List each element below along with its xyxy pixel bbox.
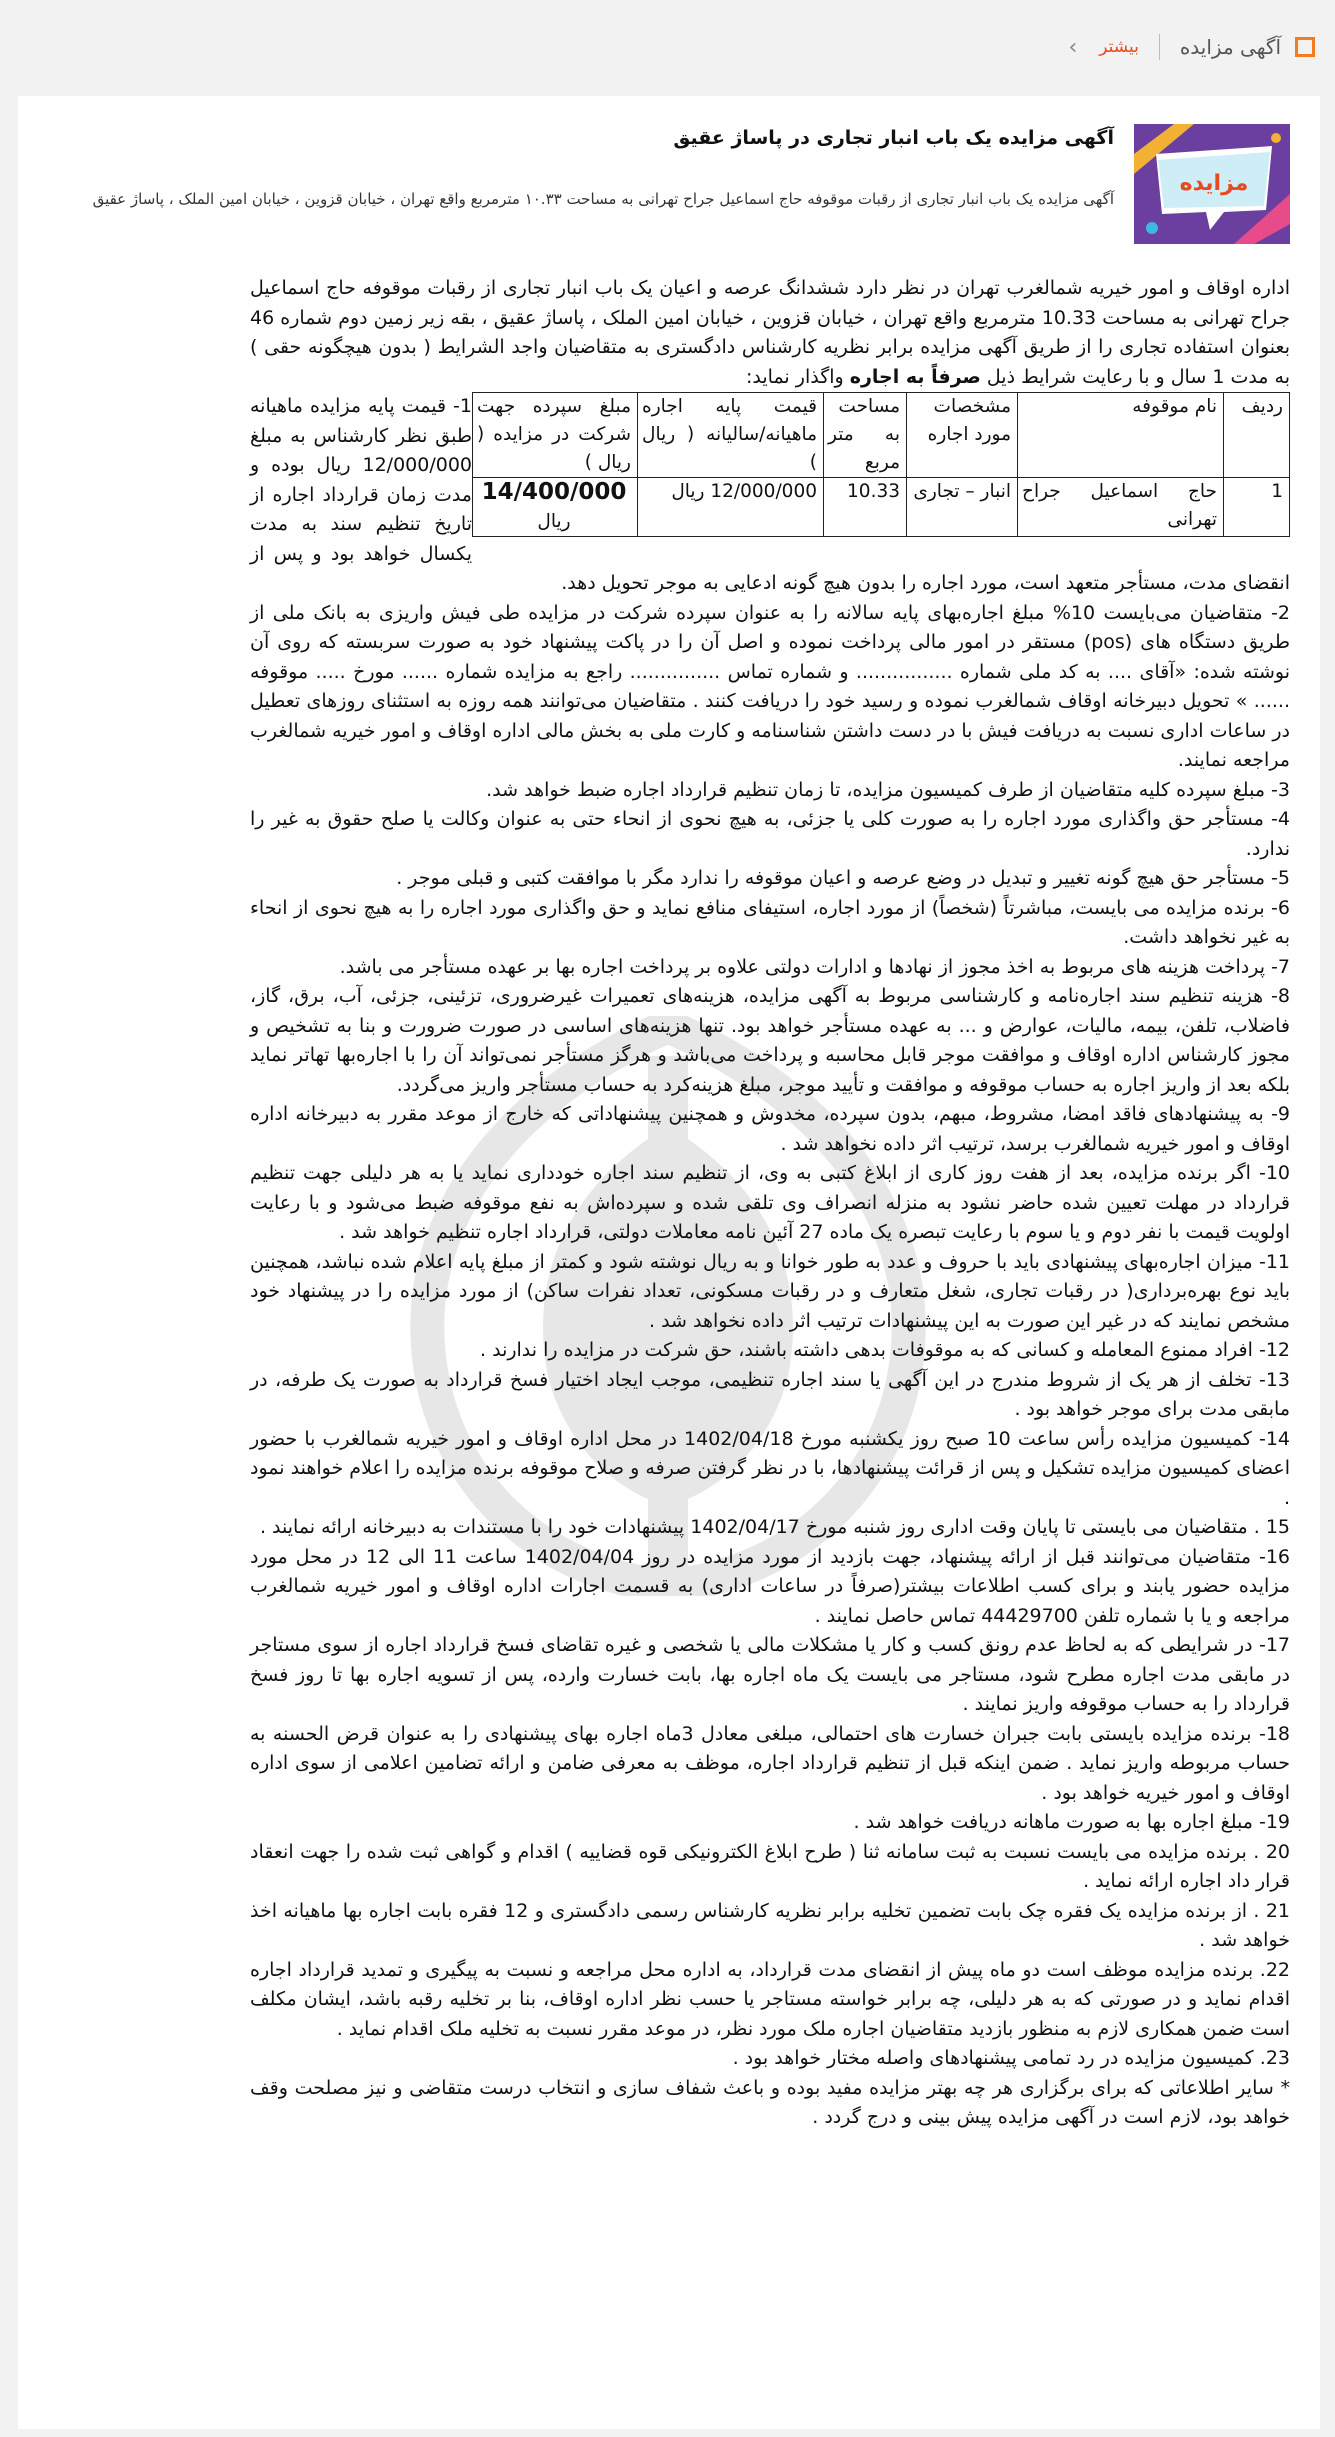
table-block [250,392,1290,599]
clause: 9- به پیشنهادهای فاقد امضا، مشروط، مبهم، بدون سپرده، مخدوش و همچنین پیشنهاداتی که خارج از موعد مقرر به دبیرخانه اداره اوقاف و امور خیریه شمالغرب برسد، ترتیب اثر داده نخواهد شد . [250,1103,1290,1155]
article-body [250,274,1290,2133]
cell-spec: انبار – تجاری [907,478,1018,537]
intro-text: اداره اوقاف و امور خیریه شمالغرب تهران در نظر دارد ششدانگ عرصه و اعیان یک باب انبار تجاری از رقبات موقوفه حاج اسماعیل جراح تهرانی به مساحت 10.33 مترمربع واقع تهران ، خیابان قزوین ، خیابان امین الملک ، پاساژ عقیق ، بقه زیر زمین دوم شماره 46 بعنوان استفاده تجاری را از طریق آگهی مزایده برابر نظریه کارشناس دادگستری به متقاضیان واجد الشرایط ( بدون هیچگونه حقی ) به مدت 1 سال و با رعایت شرایط ذیل [250,277,1290,388]
chevron-left-icon[interactable]: › [1068,34,1078,60]
table-row [473,478,1290,537]
clause: 14- کمیسیون مزایده رأس ساعت 10 صبح روز یکشنبه مورخ 1402/04/18 در محل اداره اوقاف و امور خیریه شمالغرب با حضور اعضای کمیسیون مزایده تشکیل و پس از قرائت پیشنهادها، با در نظر گرفتن صرفه و صلاح موقوفه برنده مزایده را اعلام خواهند نمود . [250,1427,1290,1509]
deposit-amount: 14/400/000 [481,479,627,505]
clause: 12- افراد ممنوع المعامله و کسانی که به موقوفات بدهی داشته باشند، حق شرکت در مزایده را ندارند . [480,1339,1290,1361]
clause: 3- مبلغ سپرده کلیه متقاضیان از طرف کمیسیون مزایده، تا زمان تنظیم قرارداد اجاره ضبط خواهد شد. [486,778,1290,801]
clause: 5- مستأجر حق هیچ گونه تغییر و تبدیل در وضع عرصه و اعیان موقوفه را ندارد مگر با موافقت کتبی و قبلی موجر . [396,867,1290,889]
clause: 23. کمیسیون مزایده در رد تمامی پیشنهادهای واصله مختار خواهد بود . [732,2047,1290,2069]
clause: * سایر اطلاعاتی که برای برگزاری هر چه بهتر مزایده مفید بوده و باعث شفاف سازی و انتخاب درست متقاضی و نیز مصلحت وقف خواهد بود، لازم است در آگهی مزایده پیش بینی و درج گردد . [250,2076,1290,2128]
intro-text-end: واگذار نماید: [746,365,850,388]
clause-1: 1- قیمت پایه مزایده ماهیانه طبق نظر کارشناس به مبلغ 12/000/000 ریال بوده و مدت زمان قرارداد اجاره از تاریخ تنظیم سند به مدت یکسال خواهد بود و پس از انقضای مدت، مستأجر متعهد است، مورد اجاره را بدون هیچ گونه ادعایی به موجر تحویل دهد. [250,395,1290,594]
article-thumbnail[interactable] [1134,124,1290,244]
th-row: ردیف [1224,393,1290,478]
clause: 19- مبلغ اجاره بها به صورت ماهانه دریافت خواهد شد . [853,1811,1290,1833]
clause: 16- متقاضیان می‌توانند قبل از ارائه پیشنهاد، جهت بازدید از مورد مزایده در روز 1402/04/04 ساعت 11 الی 12 در محل مورد مزایده حضور یابند و برای کسب اطلاعات بیشتر(صرفاً در ساعات اداری) به قسمت اجارات اداره اوقاف و امور خیریه شمالغرب مراجعه و یا با شماره تلفن 44429700 تماس حاصل نمایند . [250,1545,1291,1627]
section-title: آگهی مزایده [1179,35,1281,59]
clause: 6- برنده مزایده می بایست، مباشرتاً (شخصاً) از مورد اجاره، استیفای منافع نماید و حق واگذاری مورد اجاره را به هیچ نحوی از انحاء به غیر نخواهد داشت. [250,896,1290,948]
clause: 20 . برنده مزایده می بایست نسبت به ثبت سامانه ثنا ( طرح ابلاغ الکترونیکی قوه قضاییه ) اقدام و گواهی ثبت شده را جهت انعقاد قرار داد اجاره ارائه نماید . [250,1840,1290,1892]
section-square-icon [1295,37,1315,57]
table-header-row [473,393,1290,478]
cell-base-price: 12/000/000 ریال [638,478,824,537]
intro-bold: صرفاً به اجاره [849,365,981,388]
clause: 7- پرداخت هزینه های مربوط به اخذ مجوز از نهادها و ادارات دولتی علاوه بر پرداخت اجاره بها بر عهده مستأجر می باشد. [339,955,1290,978]
cell-deposit [473,478,638,537]
cell-endowment: حاج اسماعیل جراح تهرانی [1018,478,1224,537]
clause: 2- متقاضیان می‌بایست 10% مبلغ اجاره‌بهای پایه سالانه را به عنوان سپرده شرکت در مزایده طی فیش واریزی به بانک ملی از طریق دستگاه های (pos) مستقر در امور مالی پرداخت نموده و اصل آن را در پاکت پیشنهاد خود به صورت سربسته که روی آن نوشته شده: «آقای .... به کد ملی شماره ................ و شماره تماس ............... راجع به مزایده شماره ...... مورخ ..... موقوفه ...... » تحویل دبیرخانه اوقاف شمالغرب نموده و رسید خود را دریافت کنند . متقاضیان می‌توانند همه روزه به استثنای روزهای تعطیل در ساعات اداری نسبت به دریافت فیش با در دست داشتن شناسنامه و کارت ملی به بخش مالی اداره اوقاف و امور خیریه شمالغرب مراجعه نمایند. [250,601,1290,771]
clause: 13- تخلف از هر یک از شروط مندرج در این آگهی یا سند اجاره تنظیمی، موجب ایجاد اختیار فسخ قرارداد به صورت یک طرفه، در مابقی مدت برای موجر خواهد بود . [250,1368,1290,1420]
clause: 10- اگر برنده مزایده، بعد از هفت روز کاری از ابلاغ کتبی به وی، از تنظیم سند اجاره خودداری نماید یا به هر دلیلی جهت تنظیم قرارداد در مهلت تعیین شده حاضر نشود به منزله انصراف وی تلقی شده و سپرده‌اش به نفع موقوفه ضبط می‌شود و با رعایت اولویت قیمت با نفر دوم و یا سوم با رعایت تبصره یک ماده 27 آئین نامه معاملات دولتی، قرارداد اجاره تنظیم خواهد شد . [250,1162,1290,1243]
summary: آگهی مزایده یک باب انبار تجاری از رقبات موقوفه حاج اسماعیل جراح تهرانی به مساحت ۱۰.۳۳ مترمربع واقع تهران ، خیابان قزوین ، خیابان امین الملک ، پاساژ عقیق [92,190,1114,208]
intro-paragraph [250,274,1290,392]
auction-banner-image [1134,124,1290,244]
clause: 15 . متقاضیان می بایستی تا پایان وقت اداری روز شنبه مورخ 1402/04/17 پیشنهادات خود را با مستندات به دبیرخانه ارائه نمایند . [259,1516,1290,1538]
clause: 11- میزان اجاره‌بهای پیشنهادی باید با حروف و عدد به طور خوانا و به ریال نوشته شود و کمتر از مبلغ پایه اعلام شده نباشد، همچنین باید نوع بهره‌برداری( در رقبات تجاری، شغل متعارف و در رقبات مسکونی، تعداد نفرات ساکن) از مورد مزایده را در پیشنهاد خود مشخص نمایند که در غیر این صورت به این پیشنهادات ترتیب اثر داده نخواهد شد . [250,1250,1290,1332]
auction-table [472,392,1290,537]
th-area: مساحت به متر مربع [824,393,907,478]
clause: 17- در شرایطی که به لحاظ عدم رونق کسب و کار یا مشکلات مالی یا شخصی و غیره تقاضای فسخ قرارداد اجاره از سوی مستاجر در مابقی مدت اجاره مطرح شود، مستاجر می بایست یک ماه اجاره بها، بابت خسارت وارده، پس از تسویه اجاره بها تا روز فسخ قرارداد را به حساب موقوفه واریز نمایند . [250,1634,1290,1715]
th-deposit: مبلغ سپرده جهت شرکت در مزایده ( ریال ) [473,393,638,478]
th-endowment: نام موقوفه [1018,393,1224,478]
clause: 21 . از برنده مزایده یک فقره چک بابت تضمین تخلیه برابر نظریه کارشناس رسمی دادگستری و 12 فقره بابت اجاره بها ماهیانه اخذ خواهد شد . [250,1899,1291,1951]
clause: 18- برنده مزایده بایستی بابت جبران خسارت های احتمالی، مبلغی معادل 3ماه اجاره بهای پیشنهادی را به عنوان قرض الحسنه به حساب مربوطه واریز نماید . ضمن اینکه قبل از تنظیم قرارداد اجاره، موظف به معرفی ضامن و ارائه تضامین اعلامی از سوی اداره اوقاف و امور خیریه خواهد بود . [250,1722,1290,1804]
article-card [18,96,1320,2429]
th-spec: مشخصات مورد اجاره [907,393,1018,478]
clause: 22. برنده مزایده موظف است دو ماه پیش از انقضای مدت قرارداد، به اداره محل مراجعه و نسبت به پیگیری و تمدید قرارداد اجاره اقدام نماید و در صورتی که به هر دلیلی، چه برابر خواسته مستاجر یا حسب نظر اداره اوقاف، بنا بر تخلیه رقبه باشد، ایشان مکلف است ضمن همکاری لازم به منظور بازدید متقاضیان اجاره ملک مورد نظر، در موعد مقرر نسبت به تخلیه ملک اقدام نماید . [250,1958,1290,2040]
clause: 4- مستأجر حق واگذاری مورد اجاره را به صورت کلی یا جزئی، به هیچ نحوی از انحاء حتی به عنوان وکالت یا صلح حقوق به غیر را ندارد. [250,808,1290,860]
divider [1159,34,1160,60]
cell-row-number: 1 [1224,478,1290,537]
cell-area: 10.33 [824,478,907,537]
headline[interactable]: آگهی مزایده یک باب انبار تجاری در پاساژ عقیق [673,127,1114,149]
thumbnail-text: مزایده [1179,171,1249,196]
th-base-price: قیمت پایه اجاره ماهیانه/سالیانه ( ریال ) [638,393,824,478]
clause: 8- هزینه تنظیم سند اجاره‌نامه و کارشناسی مربوط به آگهی مزایده، هزینه‌های تعمیرات غیرضروری، تزئینی، جزئی، آب، برق، گاز، فاضلاب، تلفن، بیمه، مالیات، عوارض و ... به عهده مستأجر خواهد بود. تنها هزینه‌های اساسی در صورت ضرورت و بنا به تشخیص و مجوز کارشناس اداره اوقاف و موافقت موجر قابل محاسبه و پرداخت می‌باشد و هرگز مستأجر نمی‌تواند آن را با اجاره‌بها تهاتر نماید بلکه بعد از واریز اجاره به حساب موقوفه و موافقت و تأیید موجر، مبلغ هزینه‌کرد به حساب مستأجر واریز می‌گردد. [250,985,1290,1096]
top-bar [0,0,1335,94]
deposit-unit: ریال [537,511,571,532]
more-link[interactable]: بیشتر [1099,37,1139,57]
